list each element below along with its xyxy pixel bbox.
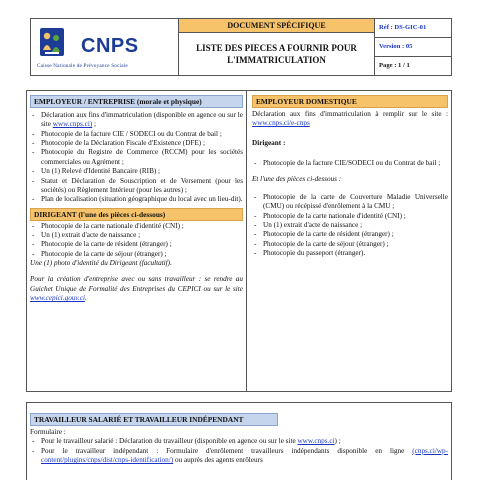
doc-title: LISTE DES PIECES A FOURNIR POUR L'IMMATRICULATION	[196, 42, 357, 65]
worker-heading: TRAVAILLEUR SALARIÉ ET TRAVAILLEUR INDÉPENDANT	[30, 413, 278, 426]
dirigeant-list	[30, 222, 243, 259]
list-item: - Photocopie de la facture CIE/SODECI ou du Contrat de bail ;	[252, 159, 448, 168]
employer-heading: EMPLOYEUR / ENTREPRISE (morale et physique)	[30, 95, 243, 108]
employer-list	[30, 111, 243, 205]
cnps-site-link[interactable]: www.cnps.ci	[297, 437, 335, 446]
list-item: - Pour le travailleur indépendant : Formulaire d'enrôlement travailleurs indépendants disponible en ligne (cnps.ci/wp-content/plugins/cnps/dist/cnps-identification/) ou auprès des agents enrôleurs	[30, 447, 448, 466]
list-item: - Un (1) extrait d'acte de naissance ;	[252, 221, 448, 230]
dirigeant-heading: DIRIGEANT (l'une des pièces ci-dessous)	[30, 208, 243, 221]
e-cnps-link[interactable]: www.cnps.ci/e-cnps	[252, 119, 310, 128]
version-number: Version : 05	[375, 38, 451, 57]
list-item: - Un (1) Relevé d'Identité Bancaire (RIB) ;	[30, 167, 243, 176]
list-item: - Statut et Déclaration de Souscription et de Versement (pour les sociétés) ou Règlement Intérieur (pour les autres) ;	[30, 177, 243, 196]
list-item: - Photocopie de la carte de résident (étranger) ;	[252, 230, 448, 239]
cnps-logo-icon	[39, 26, 65, 58]
employer-column	[27, 91, 247, 391]
creation-note: Pour la création d'entreprise avec ou sans travailleur : se rendre au Guichet Unique de Formalité des Entreprises du CEPICI ou sur le site www.cepici.gouv.ci.	[30, 275, 243, 303]
domestic-bill-list	[252, 159, 448, 168]
cnps-site-link[interactable]: www.cnps.ci)	[52, 120, 93, 129]
doc-type-label: DOCUMENT SPÉCIFIQUE	[179, 19, 374, 33]
main-requirements-box	[26, 90, 452, 392]
logo-subtitle: Caisse Nationale de Prévoyance Sociale	[37, 63, 128, 69]
title-cell	[179, 19, 375, 75]
logo-wordmark: CNPS	[81, 35, 139, 57]
domestic-heading: EMPLOYEUR DOMESTIQUE	[252, 95, 448, 108]
one-of-label: Et l'une des pièces ci-dessous :	[252, 175, 342, 184]
list-item: - Photocopie de la facture CIE / SODECI ou du Contrat de bail ;	[30, 130, 243, 139]
reference-number: Réf : DS-GIC-01	[375, 19, 451, 38]
list-item: - Photocopie de la carte de Couverture Maladie Universelle (CMU) ou récépissé d'enrôlement à la CMU ;	[252, 193, 448, 212]
domestic-intro: Déclaration aux fins d'immatriculation à remplir sur le site : www.cnps.ci/e-cnps	[252, 110, 448, 128]
identification-link[interactable]: (cnps.ci/wp-content/plugins/cnps/dist/cnps-identification/)	[41, 446, 448, 465]
document-header	[30, 18, 452, 76]
formulaire-label: Formulaire :	[30, 428, 66, 436]
list-item: - Photocopie du Registre de Commerce (RCCM) pour les sociétés commerciales ou Agrément ;	[30, 148, 243, 167]
list-item: - Photocopie de la carte de séjour (étranger) ;	[30, 250, 243, 259]
cepici-site-link[interactable]: www.cepici.gouv.ci	[30, 294, 86, 303]
list-item: - Un (1) extrait d'acte de naissance ;	[30, 231, 243, 240]
list-item: - Photocopie du passeport (étranger).	[252, 249, 448, 258]
page-number: Page : 1 / 1	[379, 61, 410, 69]
photo-note: Une (1) photo d'identité du Dirigeant (facultatif).	[30, 259, 172, 268]
list-item: - Plan de localisation (situation géographique du local avec un lieu-dit).	[30, 195, 243, 204]
list-item: - Pour le travailleur salarié : Déclaration du travailleur (disponible en agence ou sur le site www.cnps.ci) ;	[30, 437, 448, 446]
list-item: - Photocopie de la carte nationale d'identité (CNI) ;	[30, 222, 243, 231]
list-item: - Photocopie de la carte de résident (étranger) ;	[30, 240, 243, 249]
list-item: - Photocopie de la carte nationale d'identité (CNI) ;	[252, 212, 448, 221]
list-item: - Déclaration aux fins d'immatriculation (disponible en agence ou sur le site www.cnps.ci) ;	[30, 111, 243, 130]
reference-cell	[375, 19, 451, 75]
domestic-id-list	[252, 193, 448, 259]
dirigeant-label: Dirigeant :	[252, 138, 286, 147]
list-item: - Photocopie de la Déclaration Fiscale d'Existence (DFE) ;	[30, 139, 243, 148]
domestic-employer-column	[247, 91, 451, 391]
worker-requirements-box	[26, 402, 452, 480]
list-item: - Photocopie de la carte de séjour (étranger) ;	[252, 240, 448, 249]
worker-list	[30, 437, 448, 465]
logo-cell	[31, 19, 179, 75]
